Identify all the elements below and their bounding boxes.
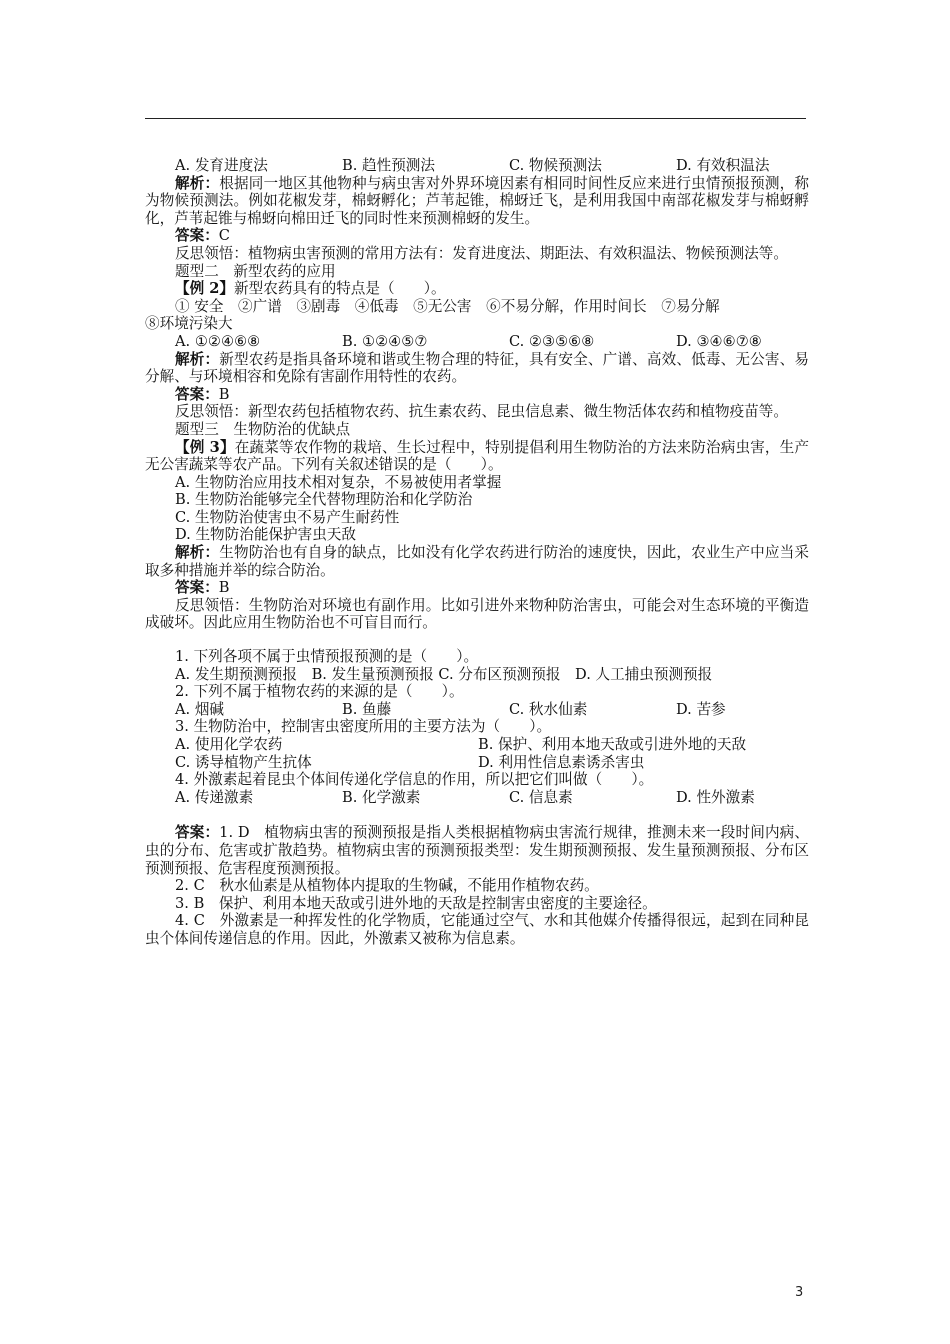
ex3-option-c: C. 生物防治使害虫不易产生耐药性: [175, 508, 400, 526]
analysis-label: 解析：: [175, 350, 220, 368]
ex3-answer: [145, 579, 809, 597]
ex3-analysis-text: 生物防治也有自身的缺点，比如没有化学农药进行防治的速度快，因此，农业生产中应当采取多种措施并举的综合防治。: [145, 544, 809, 579]
question-1-options: A. 发生期预测预报 B. 发生量预测预报 C. 分布区预测预报 D. 人工捕虫预测预报: [175, 665, 713, 683]
q4-option-b: B. 化学激素: [342, 788, 421, 806]
ex2-option-d: D. ③④⑥⑦⑧: [676, 332, 762, 350]
answer-2: 2. C 秋水仙素是从植物体内提取的生物碱，不能用作植物农药。: [175, 877, 599, 895]
ex3-analysis: [145, 544, 809, 579]
ex3-option-b: B. 生物防治能够完全代替物理防治和化学防治: [175, 491, 473, 509]
analysis-label: 解析：: [175, 174, 220, 192]
q4-option-a: A. 传递激素: [175, 788, 254, 806]
ex2-option-a: A. ①②④⑥⑧: [175, 332, 261, 350]
ex2-reflection: 反思领悟：新型农药包括植物农药、抗生素农药、昆虫信息素、微生物活体农药和植物疫苗等。: [175, 403, 788, 421]
analysis-label: 解析：: [175, 544, 220, 562]
ex1-reflection: 反思领悟：植物病虫害预测的常用方法有：发育进度法、期距法、有效积温法、物候预测法等。: [175, 244, 788, 262]
ex1-analysis: [145, 175, 809, 228]
type3-title: 题型三 生物防治的优缺点: [175, 420, 351, 438]
question-2: 2. 下列不属于植物农药的来源的是（ ）。: [175, 683, 464, 701]
ex3-question: [145, 439, 809, 474]
question-4-options: [145, 789, 809, 807]
q3-option-b: B. 保护、利用本地天敌或引进外地的天敌: [478, 736, 747, 753]
ex2-analysis-text: 新型农药是指具备环境和谐或生物合理的特征，具有安全、广谱、高效、低毒、无公害、易分解、与环境相容和免除有害副作用特性的农药。: [145, 350, 809, 386]
ex1-analysis-text: 根据同一地区其他物种与病虫害对外界环境因素有相同时间性反应来进行虫情预报预测，称为物候预测法。例如花椒发芽，棉蚜孵化；芦苇起锥，棉蚜迁飞，是利用我国中南部花椒发芽与棉蚜孵化，芦苇起锥与棉蚜向棉田迁飞的同时性来预测棉蚜的发生。: [145, 174, 809, 227]
q2-option-b: B. 鱼藤: [342, 700, 392, 718]
page-number: 3: [795, 1285, 804, 1300]
answers-label: 答案：: [175, 824, 220, 842]
answer-1: [145, 824, 809, 877]
type2-title: 题型二 新型农药的应用: [175, 262, 336, 280]
ex2-answer: [145, 386, 809, 404]
ex2-option-b: B. ①②④⑤⑦: [342, 332, 428, 350]
q3-option-a: A. 使用化学农药: [175, 736, 283, 753]
question-3-options-row1: [145, 736, 809, 754]
question-4: 4. 外激素起着昆虫个体间传递化学信息的作用，所以把它们叫做（ ）。: [175, 771, 654, 789]
document-body: [145, 157, 809, 948]
ex1-options: [145, 157, 809, 175]
ex2-answer-value: B: [218, 385, 230, 403]
ex3-reflection: 反思领悟：生物防治对环境也有副作用。比如引进外来物种防治害虫，可能会对生态环境的平衡造成破坏。因此应用生物防治也不可盲目而行。: [145, 596, 809, 632]
q3-option-c: C. 诱导植物产生抗体: [175, 753, 312, 771]
ex3-question-text: 在蔬菜等农作物的栽培、生长过程中，特别提倡利用生物防治的方法来防治病虫害，生产无公害蔬菜等农产品。下列有关叙述错误的是（ ）。: [145, 438, 809, 474]
q4-option-c: C. 信息素: [509, 788, 573, 806]
ex1-option-c: C. 物候预测法: [509, 157, 602, 174]
ex2-question-text: 新型农药具有的特点是（ ）。: [234, 280, 446, 298]
q2-option-a: A. 烟碱: [175, 700, 225, 718]
ex3-answer-value: B: [218, 579, 230, 597]
ex2-items-line2: ⑧环境污染大: [145, 315, 233, 333]
question-3: 3. 生物防治中，控制害虫密度所用的主要方法为（ ）。: [175, 718, 552, 736]
answer-1-text: 1. D 植物病虫害的预测预报是指人类根据植物病虫害流行规律，推测未来一段时间内病、虫的分布、危害或扩散趋势。植物病虫害的预测预报类型：发生期预测预报、发生量预测预报、分布区预测预报、危害程度预测预报。: [145, 824, 809, 877]
ex2-options: [145, 333, 809, 351]
ex1-option-d: D. 有效积温法: [676, 157, 770, 174]
ex3-option-d: D. 生物防治能保护害虫天敌: [175, 526, 356, 544]
question-1: 1. 下列各项不属于虫情预报预测的是（ ）。: [175, 648, 479, 666]
ex1-answer: [145, 227, 809, 245]
ex2-option-c: C. ②③⑤⑥⑧: [509, 332, 595, 350]
ex3-option-a: A. 生物防治应用技术相对复杂，不易被使用者掌握: [175, 473, 502, 491]
q4-option-d: D. 性外激素: [676, 788, 755, 806]
ex2-items-line1: ① 安全 ②广谱 ③剧毒 ④低毒 ⑤无公害 ⑥不易分解，作用时间长 ⑦易分解: [175, 297, 720, 315]
ex2-question: [145, 280, 809, 298]
header-rule: [145, 118, 806, 119]
question-2-options: [145, 701, 809, 719]
ex1-option-a: A. 发育进度法: [175, 157, 268, 174]
q3-option-d: D. 利用性信息素诱杀害虫: [478, 753, 645, 771]
answer-label: 答案：: [175, 385, 219, 403]
q2-option-d: D. 苦参: [676, 700, 726, 718]
question-3-options-row2: [145, 754, 809, 772]
answer-4: 4. C 外激素是一种挥发性的化学物质，它能通过空气、水和其他媒介传播得很远，起到在同种昆虫个体间传递信息的作用。因此，外激素又被称为信息素。: [145, 912, 809, 947]
ex2-label: 【例 2】: [175, 280, 235, 298]
ex3-label: 【例 3】: [175, 438, 235, 456]
q2-option-c: C. 秋水仙素: [509, 700, 588, 718]
answer-3: 3. B 保护、利用本地天敌或引进外地的天敌是控制害虫密度的主要途径。: [175, 894, 657, 912]
answer-label: 答案：: [175, 579, 219, 597]
ex1-option-b: B. 趋性预测法: [342, 157, 435, 174]
answer-label: 答案：: [175, 227, 219, 245]
ex2-analysis: [145, 351, 809, 386]
ex1-answer-value: C: [218, 227, 230, 245]
